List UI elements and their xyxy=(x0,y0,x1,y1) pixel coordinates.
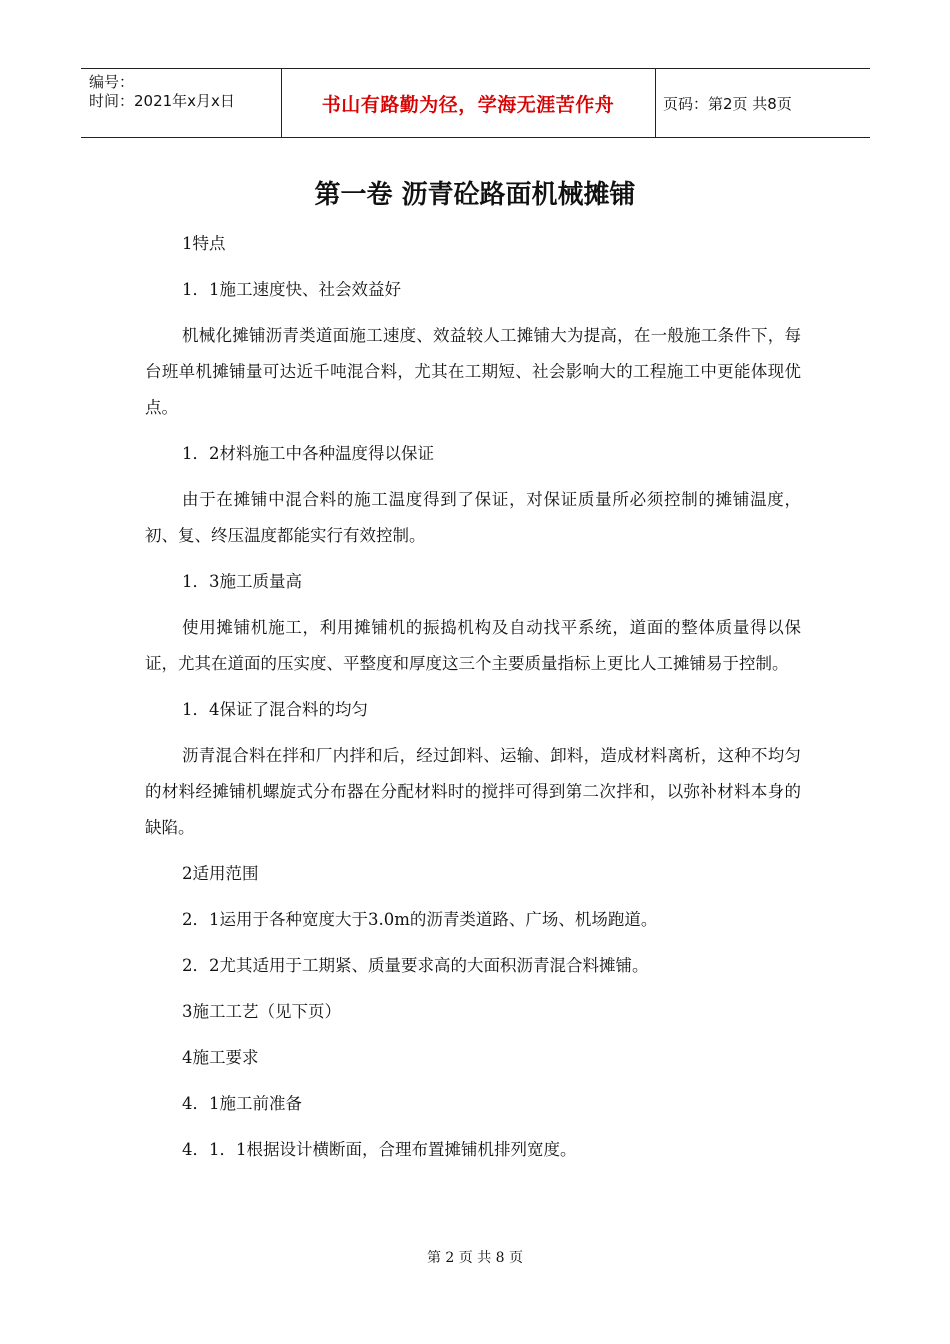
section-heading: 4．1施工前准备 xyxy=(182,1094,302,1113)
time-label: 时间：2021年x月x日 xyxy=(89,92,235,110)
header-motto: 书山有路勤为径，学海无涯苦作舟 xyxy=(321,93,615,116)
section-heading: 1．1施工速度快、社会效益好 xyxy=(182,280,401,299)
body-paragraph: 使用摊铺机施工，利用摊铺机的振捣机构及自动找平系统，道面的整体质量得以保证，尤其在道面的压实度、平整度和厚度这三个主要质量指标上更比人工摊铺易于控制。 xyxy=(145,618,801,673)
body-paragraph: 由于在摊铺中混合料的施工温度得到了保证，对保证质量所必须控制的摊铺温度，初、复、终压温度都能实行有效控制。 xyxy=(145,490,801,545)
body-paragraph: 机械化摊铺沥青类道面施工速度、效益较人工摊铺大为提高，在一般施工条件下，每台班单机摊铺量可达近千吨混合料，尤其在工期短、社会影响大的工程施工中更能体现优点。 xyxy=(145,326,801,417)
number-label: 编号： xyxy=(89,73,135,91)
body-paragraph: 沥青混合料在拌和厂内拌和后，经过卸料、运输、卸料，造成材料离析，这种不均匀的材料经摊铺机螺旋式分布器在分配材料时的搅拌可得到第二次拌和，以弥补材料本身的缺陷。 xyxy=(145,746,801,837)
section-heading: 2适用范围 xyxy=(182,864,259,883)
section-heading: 4施工要求 xyxy=(182,1048,259,1067)
document-title: 第一卷 沥青砼路面机械摊铺 xyxy=(314,180,636,210)
header-page-info: 页码：第2页 共8页 xyxy=(663,94,792,113)
section-heading: 3施工工艺（见下页） xyxy=(182,1002,341,1021)
document-body xyxy=(145,226,801,1178)
section-heading: 2．2尤其适用于工期紧、质量要求高的大面积沥青混合料摊铺。 xyxy=(182,956,649,975)
header-meta xyxy=(89,73,279,111)
section-heading: 1．2材料施工中各种温度得以保证 xyxy=(182,444,434,463)
header-divider xyxy=(655,69,656,137)
section-heading: 1．3施工质量高 xyxy=(182,572,302,591)
section-heading: 2．1运用于各种宽度大于3.0m的沥青类道路、广场、机场跑道。 xyxy=(182,910,658,929)
section-heading: 1特点 xyxy=(182,234,226,253)
section-heading: 4．1．1根据设计横断面，合理布置摊铺机排列宽度。 xyxy=(182,1140,577,1159)
section-heading: 1．4保证了混合料的均匀 xyxy=(182,700,368,719)
page-header xyxy=(81,68,870,138)
page-footer: 第 2 页 共 8 页 xyxy=(426,1250,524,1266)
